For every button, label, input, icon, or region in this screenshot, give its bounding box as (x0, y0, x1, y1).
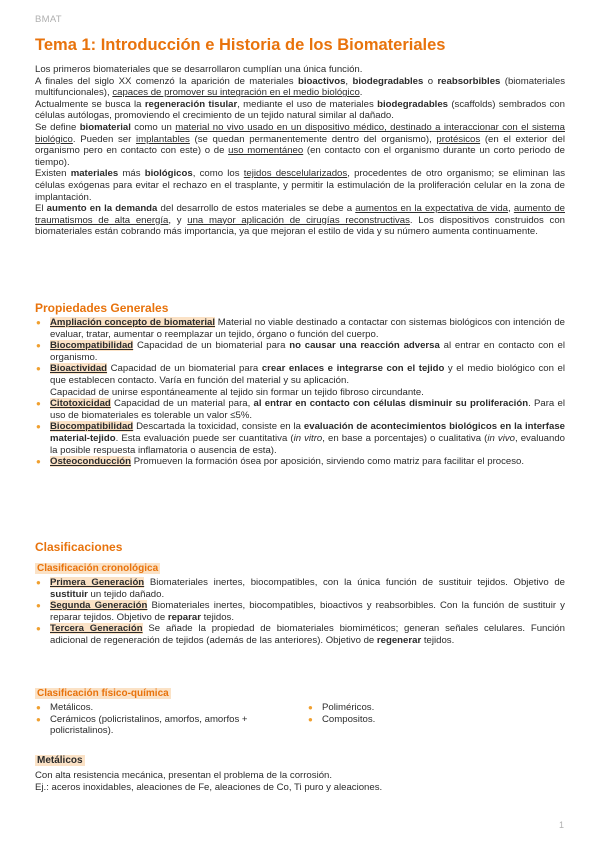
list-item: ● Cerámicos (policristalinos, amorfos, amorfos + policristalinos). (35, 714, 290, 737)
list-item: ● Metálicos. (35, 702, 290, 714)
propiedades-list (35, 317, 565, 468)
page-number: 1 (558, 820, 564, 830)
list-item: ● Ampliación concepto de biomaterial Material no viable destinado a contactar con sistemas biológicos con intención de evaluar, tratar, aumentar o reemplazar un tejido, órgano o función del cuerpo. (35, 317, 565, 340)
intro-paragraph: El aumento en la demanda del desarrollo de estos materiales se debe a aumentos en la expectativa de vida, aumento de traumatismos de alta energía, y una mayor aplicación de cirugías reconstructivas. Los dispositivos construidos con biomateriales están cobrando más importancia, ya que mejoran el estilo de vida y su número aumenta continuamente. (35, 203, 565, 238)
metalicos-line: Ej.: aceros inoxidables, aleaciones de Fe, aleaciones de Co, Ti puro y aleaciones. (35, 781, 383, 793)
column-right (307, 702, 547, 725)
list-item: ● Segunda Generación Biomateriales inertes, biocompatibles, bioactivos y reabsorbibles. Con la función de sustituir y reparar tejidos. Objetivo de reparar tejidos. (35, 600, 565, 623)
list-item: ● Compositos. (307, 714, 547, 726)
column-left (35, 702, 290, 737)
section-heading-propiedades: Propiedades Generales (35, 301, 169, 315)
list-item: ● Citotoxicidad Capacidad de un material para, al entrar en contacto con células disminuir su proliferación. Para el uso de biomateriales es tolerable un valor ≤5%. (35, 398, 565, 421)
list-item: ● Bioactividad Capacidad de un biomaterial para crear enlaces e integrarse con el tejido y el medio biológico con el que establecen contacto. Varía en función del material y su aplicación. (35, 363, 565, 386)
subheading-metalicos: Metálicos (37, 755, 83, 766)
list-item: ● Tercera Generación Se añade la propiedad de biomateriales biomiméticos; generan señales celulares. Función adicional de regeneración de tejidos (además de las anteriores). Objetivo de regenerar tejidos. (35, 623, 565, 646)
list-item: ● Poliméricos. (307, 702, 547, 714)
list-item: ● Osteoconducción Promueven la formación ósea por aposición, sirviendo como matriz para facilitar el proceso. (35, 456, 565, 468)
list-item: ● Biocompatibilidad Descartada la toxicidad, consiste en la evaluación de acontecimientos biológicos en la interfase material-tejido. Esta evaluación puede ser cuantitativa (in vitro, en base a porcentajes) o cualitativa (in vivo, evaluando la posible respuesta inflamatoria o ausencia de esta). (35, 421, 565, 456)
page-title: Tema 1: Introducción e Historia de los Biomateriales (35, 36, 446, 54)
list-item-continuation: Capacidad de unirse espontáneamente al tejido sin formar un tejido fibroso circundante. (50, 386, 424, 398)
cronologica-list (35, 577, 565, 647)
intro-paragraph: Los primeros biomateriales que se desarrollaron cumplían una única función. (35, 64, 363, 75)
section-heading-clasificaciones: Clasificaciones (35, 540, 123, 554)
intro-paragraph: A finales del siglo XX comenzó la aparición de materiales bioactivos, biodegradables o reabsorbibles (biomateriales multifuncionales), capaces de promover su integración en el medio biológico. (35, 75, 566, 99)
subsection-heading-fisico-quimica: Clasificación físico-química (37, 688, 169, 699)
course-tag: BMAT (35, 14, 62, 25)
intro-paragraph: Se define biomaterial como un material no vivo usado en un dispositivo médico, destinado a interaccionar con el sistema biológico. Pueden ser implantables (se quedan permanentemente dentro del organismo), protésicos (en el exterior del organismo pero en contacto con este) o de uso momentáneo (en contacto con el organismo durante un corto periodo de tiempo). (35, 121, 565, 168)
intro-section (35, 64, 565, 238)
subsection-heading-cronologica: Clasificación cronológica (37, 563, 159, 574)
intro-paragraph: Actualmente se busca la regeneración tisular, mediante el uso de materiales biodegradables (scaffolds) sembrados con células autólogas, promoviendo el crecimiento de un tejido natural similar al dañado. (35, 98, 565, 122)
list-item: ● Primera Generación Biomateriales inertes, biocompatibles, con la única función de sustituir tejidos. Objetivo de sustituir un tejido dañado. (35, 577, 565, 600)
intro-paragraph: Existen materiales más biológicos, como los tejidos descelularizados, procedentes de otro organismo; se eliminan las células exógenas para evitar el rechazo en el trasplante, y permitir la estimulación de la proliferación celular en la zona de implantación. (35, 168, 565, 203)
metalicos-text (35, 770, 565, 793)
list-item: ● Biocompatibilidad Capacidad de un biomaterial para no causar una reacción adversa al entrar en contacto con el organismo. (35, 340, 565, 363)
metalicos-line: Con alta resistencia mecánica, presentan el problema de la corrosión. (35, 770, 333, 781)
